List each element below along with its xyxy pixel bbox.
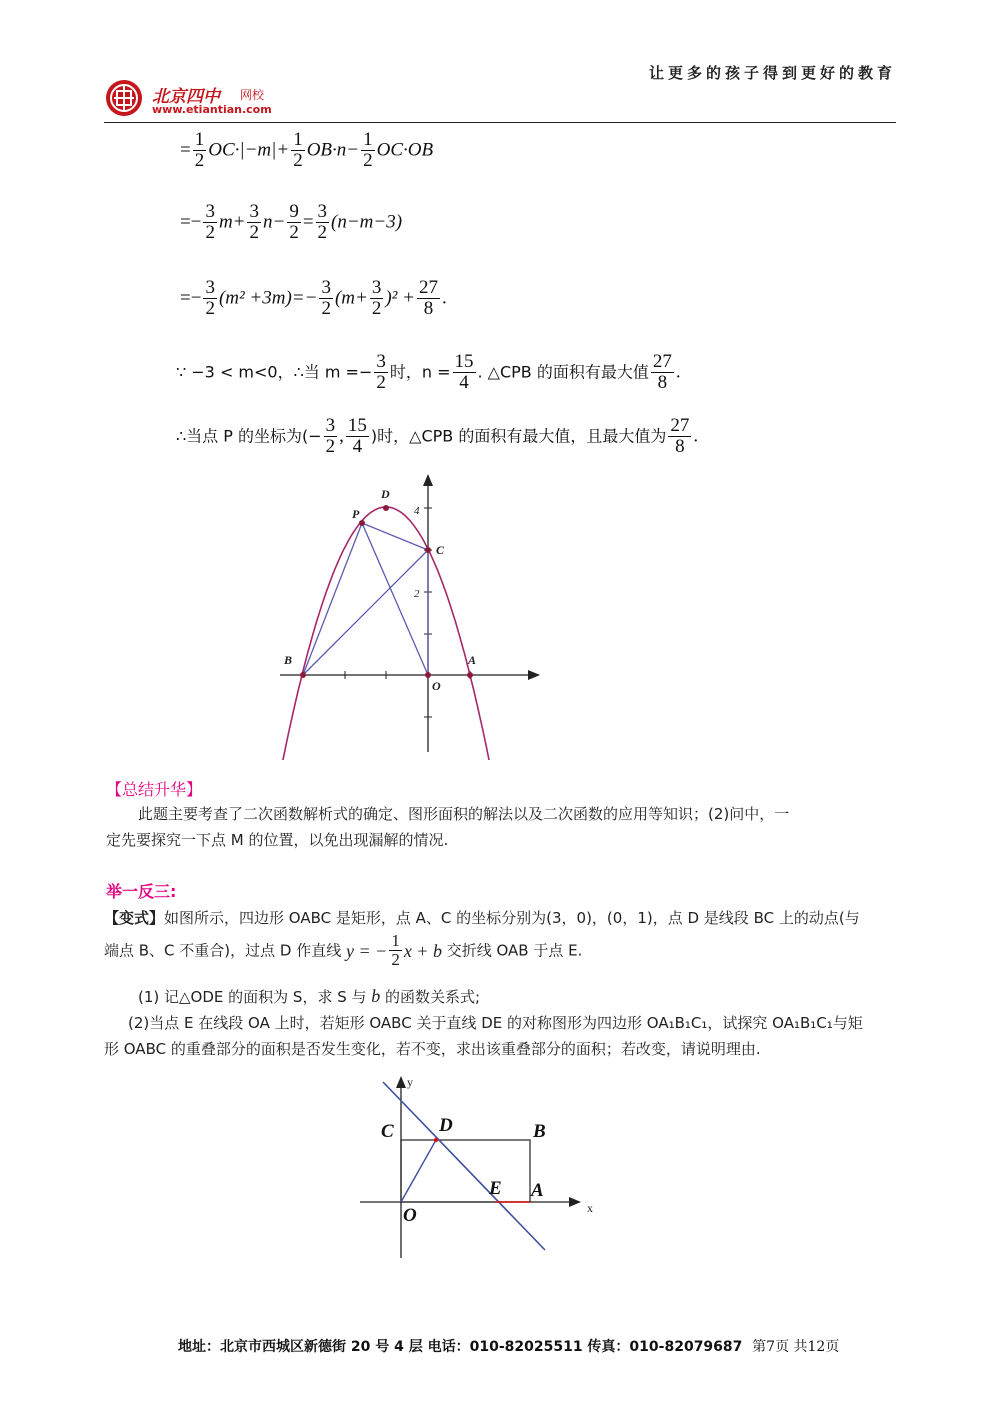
header-divider xyxy=(104,122,896,123)
solution-line-1: = $\frac{1}{2}$ OC·|−m|+ $\frac{1}{2}$ OB·n− $\frac{1}{2}$ OC·OB xyxy=(180,129,434,171)
variant-question-2-line-2: 形 OABC 的重叠部分的面积是否发生变化，若不变，求出该重叠部分的面积；若改变，请说明理由. xyxy=(104,1040,761,1058)
tick-label-4: 4 xyxy=(414,505,420,517)
y-axis-arrow-icon xyxy=(423,474,433,486)
logo-name: 北京四中 xyxy=(152,87,220,107)
y-axis-arrow-icon xyxy=(396,1076,406,1088)
solution-line-5: ∴当点 P 的坐标为(− $\frac{3}{2}$ , $\frac{15}{4}$ )时，△CPB 的面积有最大值，且最大值为 $\frac{27}{8}$ . xyxy=(176,415,699,457)
rectangle-graph xyxy=(355,1070,615,1265)
label-p: P xyxy=(352,507,360,521)
logo-url: www.etiantian.com xyxy=(152,103,272,116)
label-d: D xyxy=(439,1115,453,1136)
variant-line-1: 【变式】如图所示，四边形 OABC 是矩形，点 A、C 的坐标分别为(3，0)，(0，1)，点 D 是线段 BC 上的动点(与 xyxy=(104,909,860,927)
variant-question-2-line-1: (2)当点 E 在线段 OA 上时，若矩形 OABC 关于直线 DE 的对称图形为四边形 OA₁B₁C₁，试探究 OA₁B₁C₁与矩 xyxy=(128,1014,863,1032)
triangle-lines xyxy=(303,523,428,675)
label-a: A xyxy=(531,1180,544,1201)
logo-emblem-icon xyxy=(104,78,150,118)
solution-line-2: =− $\frac{3}{2}$ m+ $\frac{3}{2}$ n− $\frac{9}{2}$ = $\frac{3}{2}$ (n−m−3) xyxy=(180,201,403,243)
solution-line-4: ∵ −3 < m<0，∴当 m =− $\frac{3}{2}$ 时，n = $\frac{15}{4}$ . △CPB 的面积有最大值 $\frac{27}{8}$ . xyxy=(176,351,681,393)
label-c: C xyxy=(436,543,445,557)
point-d xyxy=(434,1138,438,1142)
point-c xyxy=(425,547,431,553)
point-o xyxy=(425,672,431,678)
point-d xyxy=(383,505,389,511)
header-slogan: 让更多的孩子得到更好的教育 xyxy=(648,64,896,82)
x-axis-arrow-icon xyxy=(528,670,540,680)
logo-net: 网校 xyxy=(240,88,265,102)
summary-line-1: 此题主要考查了二次函数解析式的确定、图形面积的解法以及二次函数的应用等知识；(2)问中，一 xyxy=(138,805,790,823)
label-b: B xyxy=(533,1121,546,1142)
axis-ticks xyxy=(345,508,470,717)
label-x: x xyxy=(587,1201,593,1215)
variant-heading: 举一反三: xyxy=(106,882,177,901)
parabola-graph xyxy=(270,470,550,760)
point-p xyxy=(359,520,365,526)
footer-address: 地址：北京市西城区新德街 20 号 4 层 电话：010-82025511 传真：010-82079687 xyxy=(178,1339,743,1355)
solution-line-3: =− $\frac{3}{2}$ (m² +3m)=− $\frac{3}{2}$ (m+ $\frac{3}{2}$ )² + $\frac{27}{8}$ . xyxy=(180,277,447,319)
variant-question-1: (1) 记△ODE 的面积为 S，求 S 与 b 的函数关系式; xyxy=(138,986,481,1006)
label-o: O xyxy=(403,1205,417,1226)
summary-line-2: 定先要探究一下点 M 的位置，以免出现漏解的情况. xyxy=(106,831,449,849)
rectangle-oabc xyxy=(401,1140,530,1202)
variant-line-2: 端点 B、C 不重合)，过点 D 作直线 y = − $\frac{1}{2}$ x + b 交折线 OAB 于点 E. xyxy=(104,931,583,969)
segment-od xyxy=(401,1140,436,1202)
label-c: C xyxy=(381,1121,394,1142)
parabola-curve xyxy=(277,507,495,760)
label-e: E xyxy=(489,1178,502,1199)
x-axis-arrow-icon xyxy=(569,1197,581,1207)
label-o: O xyxy=(432,679,441,693)
variant-tag: 【变式】 xyxy=(104,909,165,927)
point-b xyxy=(300,672,306,678)
footer xyxy=(178,1336,839,1356)
point-a xyxy=(467,672,473,678)
label-y: y xyxy=(407,1075,413,1089)
summary-title: 【总结升华】 xyxy=(106,780,203,799)
label-a: A xyxy=(468,653,477,667)
page-number: 第7页 共12页 xyxy=(752,1339,840,1355)
label-d: D xyxy=(381,487,390,501)
tick-label-2: 2 xyxy=(414,588,420,600)
label-b: B xyxy=(284,653,293,667)
